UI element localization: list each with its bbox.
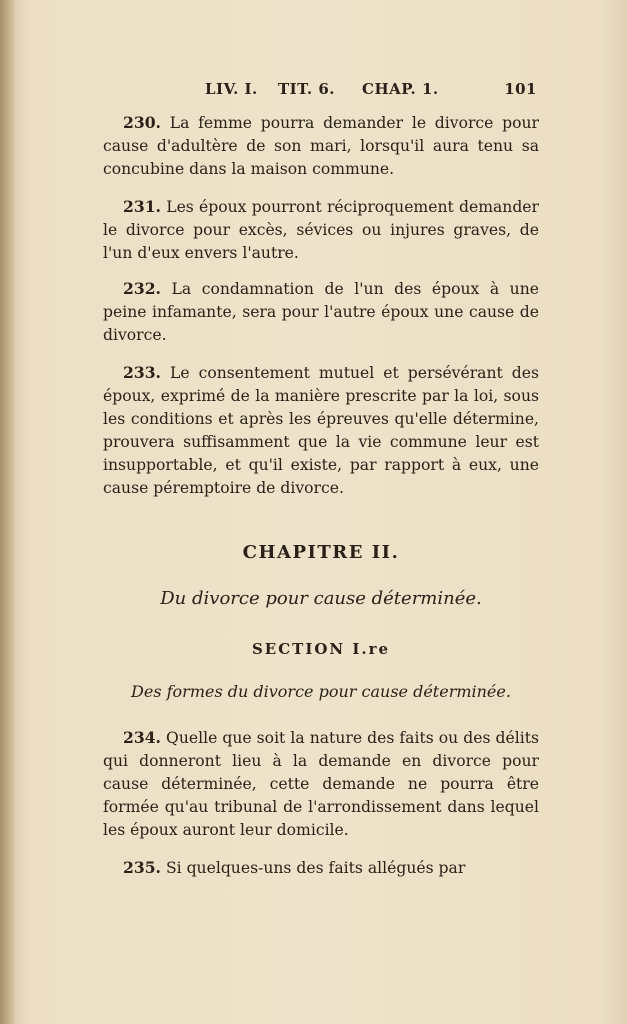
article-number: 235. bbox=[123, 858, 161, 877]
page-number: 101 bbox=[504, 80, 537, 98]
running-header bbox=[205, 80, 537, 102]
section-title: SECTION I.re bbox=[251, 640, 391, 658]
article-text: La condamnation de l'un des époux à une peine infamante, sera pour l'autre époux une cause de divorce. bbox=[103, 280, 540, 344]
chapter-title: CHAPITRE II. bbox=[242, 542, 400, 563]
article-233 bbox=[103, 361, 539, 500]
article-number: 230. bbox=[123, 113, 161, 132]
article-text: La femme pourra demander le divorce pour cause d'adultère de son mari, lorsqu'il aura tenu sa concubine dans la maison commune. bbox=[103, 114, 539, 178]
article-text: Si quelques-uns des faits allégués par bbox=[165, 859, 466, 877]
article-number: 234. bbox=[123, 728, 161, 747]
book-spine-shadow bbox=[0, 0, 16, 1024]
chapter-subtitle: Du divorce pour cause déterminée. bbox=[160, 588, 482, 609]
article-number: 231. bbox=[123, 197, 161, 216]
article-number: 232. bbox=[123, 279, 161, 298]
article-text: Les époux pourront réciproquement demander le divorce pour excès, sévices ou injures graves, de l'un d'eux envers l'autre. bbox=[103, 198, 539, 262]
article-text: Le consentement mutuel et persévérant des époux, exprimé de la manière prescrite par la loi, sous les conditions et après les épreuves qu'elle détermine, prouvera suffisamment que la vie commune leur est insupportable, et qu'il existe, par rapport à eux, une cause péremptoire de divorce. bbox=[103, 364, 539, 497]
article-number: 233. bbox=[123, 363, 161, 382]
header-livre: LIV. I. bbox=[205, 80, 258, 98]
header-titre: TIT. 6. bbox=[278, 80, 336, 98]
article-230 bbox=[103, 111, 539, 181]
article-232 bbox=[103, 277, 539, 347]
article-231 bbox=[103, 195, 539, 265]
article-235 bbox=[103, 856, 539, 880]
article-234 bbox=[103, 726, 539, 842]
article-text: Quelle que soit la nature des faits ou des délits qui donneront lieu à la demande en divorce pour cause déterminée, cette demande ne pourra être formée qu'au tribunal de l'arrondissement dans lequel les époux auront leur domicile. bbox=[103, 729, 539, 839]
section-subtitle: Des formes du divorce pour cause déterminée. bbox=[131, 682, 511, 701]
header-chapitre: CHAP. 1. bbox=[362, 80, 439, 98]
